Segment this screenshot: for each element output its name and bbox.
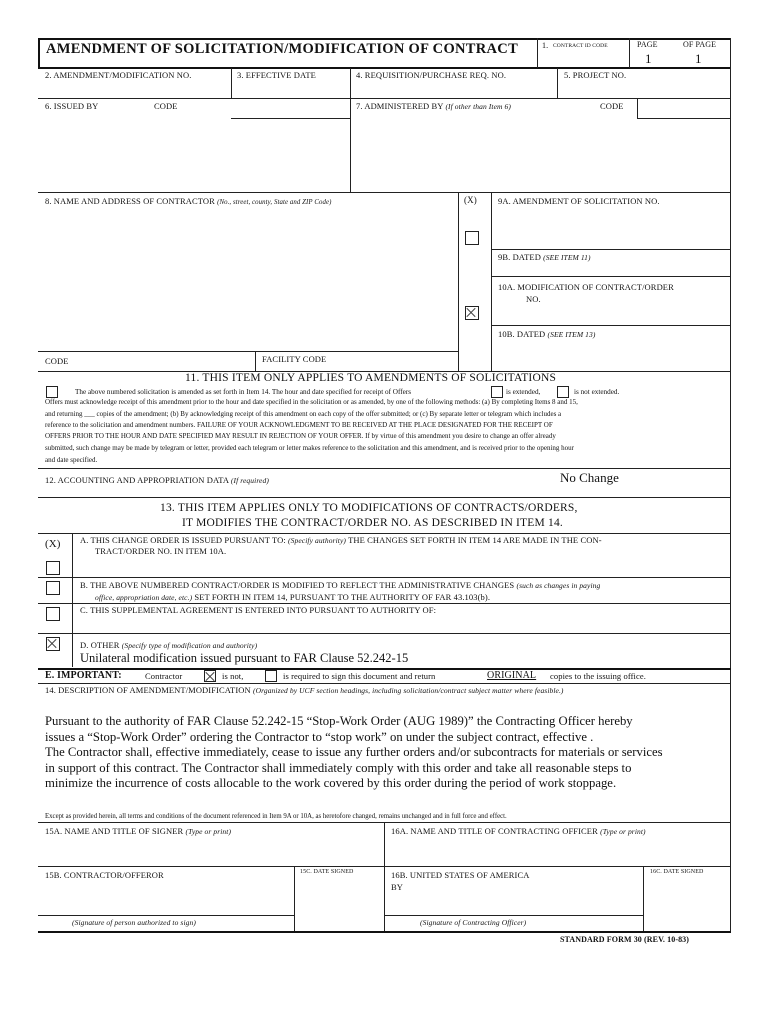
form-title: AMENDMENT OF SOLICITATION/MODIFICATION OF CONTRACT [46, 41, 519, 57]
item13b-line1: B. THE ABOVE NUMBERED CONTRACT/ORDER IS MODIFIED TO REFLECT THE ADMINISTRATIVE CHANGES (such as changes in paying [80, 580, 601, 590]
item14-body-line: The Contractor shall, effective immediately, cease to issue any further orders and/or subcontracts for materials or services [45, 745, 663, 760]
item10a-label: 10A. MODIFICATION OF CONTRACT/ORDER [498, 282, 674, 292]
project-no-label: 5. PROJECT NO. [564, 70, 627, 80]
item13c-line: C. THIS SUPPLEMENTAL AGREEMENT IS ENTERED INTO PURSUANT TO AUTHORITY OF: [80, 605, 437, 615]
is-not-extended-label: is not extended. [574, 388, 620, 396]
accounting-data-value: No Change [560, 470, 619, 485]
united-states-label: 16B. UNITED STATES OF AMERICA [391, 870, 530, 880]
item11-line6: submitted, such change may be made by telegram or letter, provided each telegram or letter makes reference to the solicitation and this amendment, and is received prior to the opening hour [45, 444, 575, 452]
item10a-label-no: NO. [526, 294, 541, 304]
officer-date-signed-label: 16C. DATE SIGNED [650, 869, 704, 875]
amendment-no-label: 2. AMENDMENT/MODIFICATION NO. [45, 70, 192, 80]
is-extended-label: is extended, [506, 388, 541, 396]
item14-body-line: minimize the incurrence of costs allocable to the work covered by this order during the period of work stoppage. [45, 776, 617, 791]
is-not-extended-checkbox[interactable] [557, 386, 569, 398]
is-extended-checkbox[interactable] [491, 386, 503, 398]
contractor-signature-caption: (Signature of person authorized to sign) [72, 918, 196, 927]
item14-body [45, 714, 663, 792]
item9a-label: 9A. AMENDMENT OF SOLICITATION NO. [498, 196, 660, 206]
item14-body-line: issues a “Stop-Work Order” ordering the Contractor to “stop work” on under the subject contract, effective . [45, 729, 594, 744]
item14-body-line: in support of this contract. The Contractor shall immediately comply with this order and take all reasonable steps to [45, 760, 632, 775]
administered-by-code-label: CODE [600, 101, 624, 111]
is-required-checkbox[interactable] [265, 670, 277, 682]
item11-line2: Offers must acknowledge receipt of this amendment prior to the hour and date specified in the solicitation or as amended, by one of the following methods: (a) By completing Items 8 and 15, [45, 398, 578, 406]
is-required-label: is required to sign this document and return [283, 671, 436, 681]
item13d-line: D. OTHER (Specify type of modification and authority) [80, 640, 258, 650]
requisition-label: 4. REQUISITION/PURCHASE REQ. NO. [356, 70, 507, 80]
issued-by-label: 6. ISSUED BY [45, 101, 99, 111]
item13d-checkbox-checked[interactable] [46, 637, 60, 651]
item12-label: 12. ACCOUNTING AND APPROPRIATION DATA (If required) [45, 475, 269, 485]
x-column-label: (X) [464, 195, 477, 205]
effective-date-label: 3. EFFECTIVE DATE [237, 70, 316, 80]
of-page-label: OF PAGE [683, 40, 717, 49]
item13a-line2: TRACT/ORDER NO. IN ITEM 10A. [95, 546, 227, 556]
item13b-checkbox[interactable] [46, 581, 60, 595]
item11-line7: and date specified. [45, 456, 98, 464]
item14-footer: Except as provided herein, all terms and conditions of the document referenced in Item 9A or 10A, as heretofore changed, remains unchanged and in full force and effect. [45, 813, 507, 820]
item13c-checkbox[interactable] [46, 607, 60, 621]
page-number: 1 [645, 51, 652, 66]
important-label: E. IMPORTANT: [45, 670, 122, 681]
is-not-checkbox-checked[interactable] [204, 670, 216, 682]
item11-line1a: The above numbered solicitation is amended as set forth in Item 14. The hour and date specified for receipt of Offers [75, 388, 412, 396]
item13-heading-2: IT MODIFIES THE CONTRACT/ORDER NO. AS DESCRIBED IN ITEM 14. [182, 517, 563, 529]
issued-by-code-label: CODE [154, 101, 178, 111]
contractor-code-label: CODE [45, 356, 69, 366]
contractor-date-signed-label: 15C. DATE SIGNED [300, 869, 354, 875]
item14-label: 14. DESCRIPTION OF AMENDMENT/MODIFICATION (Organized by UCF section headings, including solicitation/contract subject matter where feasible.) [45, 685, 564, 695]
item13d-value: Unilateral modification issued pursuant to FAR Clause 52.242-15 [80, 651, 409, 665]
item13a-line1: A. THIS CHANGE ORDER IS ISSUED PURSUANT TO: (Specify authority) THE CHANGES SET FORTH IN ITEM 14 ARE MADE IN THE CON- [80, 535, 602, 545]
contractor-label: Contractor [145, 671, 183, 681]
item1-label: 1. [542, 41, 549, 50]
item11-line4: reference to the solicitation and amendment numbers. FAILURE OF YOUR ACKNOWLEDGMENT TO BE RECEIVED AT THE PLACE DESIGNATED FOR THE RECEIPT OF [45, 421, 553, 429]
officer-signature-caption: (Signature of Contracting Officer) [420, 918, 527, 927]
is-not-label: is not, [222, 671, 244, 681]
item10b-label: 10B. DATED (SEE ITEM 13) [498, 329, 596, 339]
item13a-checkbox[interactable] [46, 561, 60, 575]
item13-x-label: (X) [45, 538, 61, 550]
item10-checkbox-checked[interactable] [465, 306, 479, 320]
item11-line3: and returning ___ copies of the amendment; (b) By acknowledging receipt of this amendment on each copy of the offer submitted; or (c) By separate letter or telegram which includes a [45, 410, 562, 418]
form-identifier: STANDARD FORM 30 (REV. 10-83) [560, 935, 690, 944]
item13b-line2: office, appropriation date, etc.) SET FORTH IN ITEM 14, PURSUANT TO THE AUTHORITY OF FAR 43.103(b). [95, 592, 491, 602]
item9-checkbox[interactable] [465, 231, 479, 245]
contracting-officer-name-label: 16A. NAME AND TITLE OF CONTRACTING OFFICER (Type or print) [391, 826, 646, 836]
copies-label: copies to the issuing office. [550, 671, 646, 681]
page-label: PAGE [637, 40, 658, 49]
item9b-label: 9B. DATED (SEE ITEM 11) [498, 252, 591, 262]
contract-id-code-label: CONTRACT ID CODE [553, 43, 608, 49]
item13-heading-1: 13. THIS ITEM APPLIES ONLY TO MODIFICATIONS OF CONTRACTS/ORDERS, [160, 502, 578, 514]
item11-heading: 11. THIS ITEM ONLY APPLIES TO AMENDMENTS OF SOLICITATIONS [185, 372, 557, 384]
signer-name-label: 15A. NAME AND TITLE OF SIGNER (Type or print) [45, 826, 232, 836]
original-label: ORIGINAL [487, 670, 537, 681]
item11-line5: OFFERS PRIOR TO THE HOUR AND DATE SPECIFIED MAY RESULT IN REJECTION OF YOUR OFFER. If by virtue of this amendment you desire to change an offer already [45, 432, 556, 440]
by-label: BY [391, 882, 404, 892]
item14-body-line: Pursuant to the authority of FAR Clause 52.242-15 “Stop-Work Order (AUG 1989)” the Contracting Officer hereby [45, 714, 633, 728]
administered-by-label: 7. ADMINISTERED BY (If other than Item 6) [356, 101, 511, 111]
page-total: 1 [695, 51, 702, 66]
contractor-offeror-label: 15B. CONTRACTOR/OFFEROR [45, 870, 164, 880]
item11-solicitation-checkbox[interactable] [46, 386, 58, 398]
facility-code-label: FACILITY CODE [262, 354, 327, 364]
contractor-name-address-label: 8. NAME AND ADDRESS OF CONTRACTOR (No., street, county, State and ZIP Code) [45, 196, 332, 206]
